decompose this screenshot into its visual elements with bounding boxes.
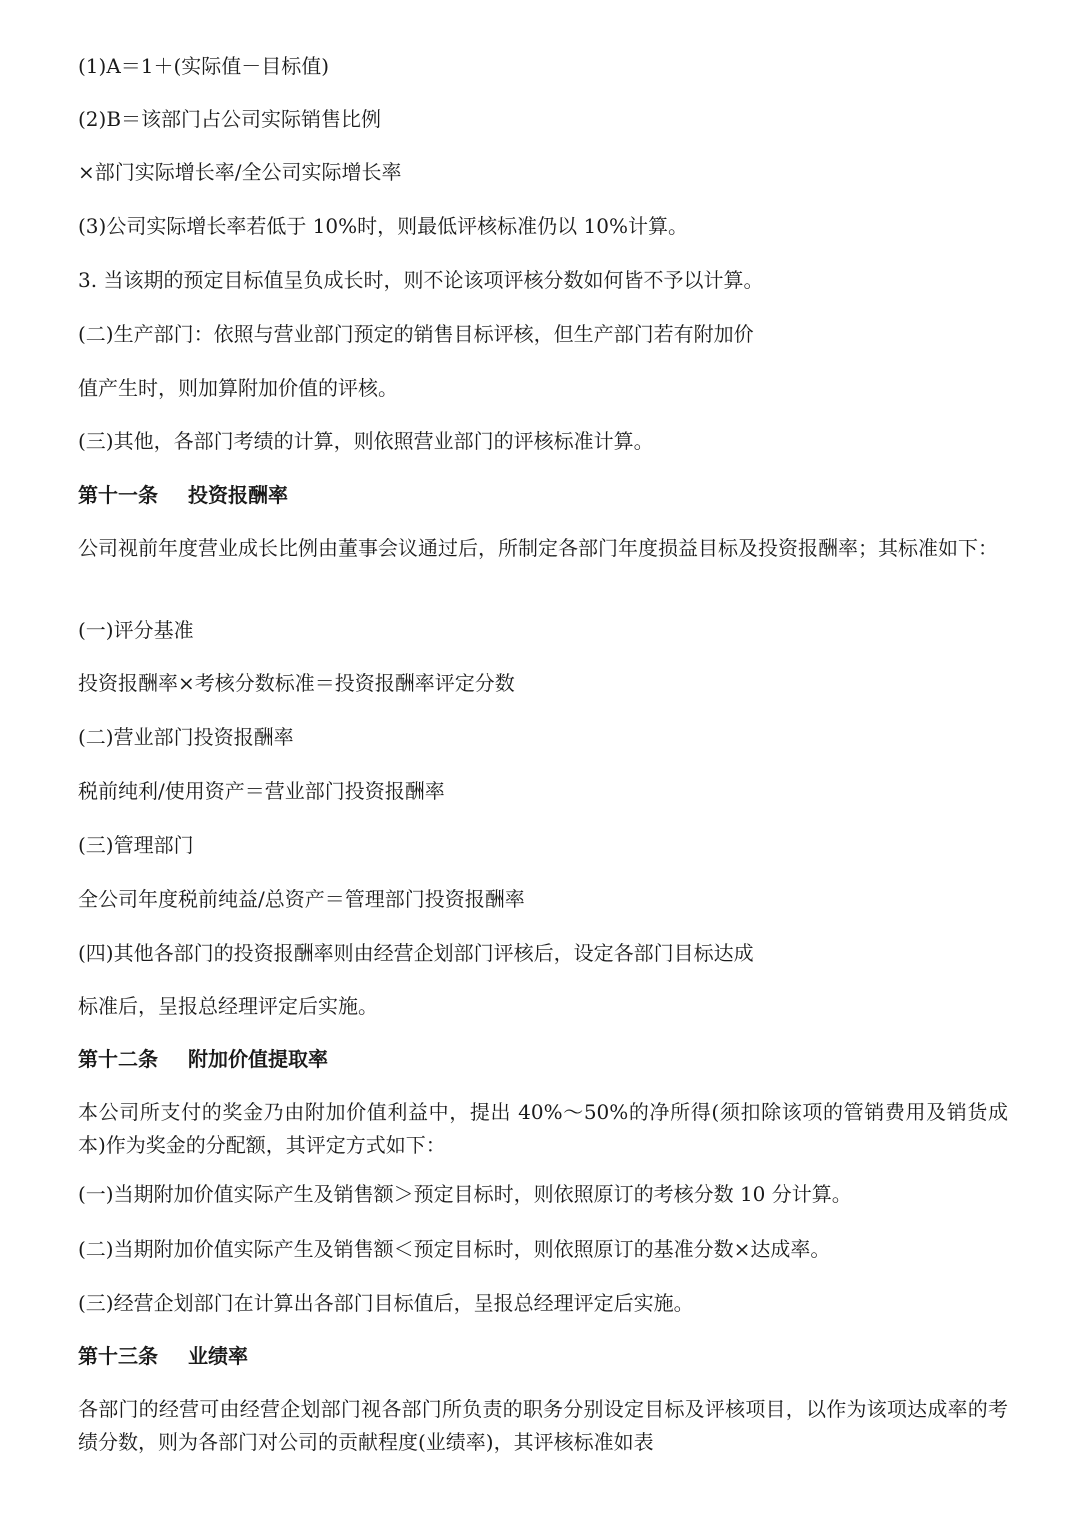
article-11-item-7: (四)其他各部门的投资报酬率则由经营企划部门评核后，设定各部门目标达成 <box>78 941 754 965</box>
production-dept-paragraph: (二)生产部门：依照与营业部门预定的销售目标评核，但生产部门若有附加价 <box>78 322 754 346</box>
article-12-heading <box>78 1045 1008 1073</box>
article-12-number: 第十二条 <box>78 1047 158 1071</box>
production-dept-paragraph-continued: 值产生时，则加算附加价值的评核。 <box>78 376 398 400</box>
article-11-intro: 公司视前年度营业成长比例由董事会议通过后，所制定各部门年度损益目标及投资报酬率；其标准如下： <box>78 536 998 560</box>
article-11-item-4: 税前纯利/使用资产＝营业部门投资报酬率 <box>78 779 445 803</box>
article-11-item-8: 标准后，呈报总经理评定后实施。 <box>78 994 378 1018</box>
article-12-title: 附加价值提取率 <box>188 1047 328 1071</box>
article-11-number: 第十一条 <box>78 483 158 507</box>
article-12-item-1: (一)当期附加价值实际产生及销售额＞预定目标时，则依照原订的考核分数 10 分计算。 <box>78 1182 852 1206</box>
article-11-item-6: 全公司年度税前纯益/总资产＝管理部门投资报酬率 <box>78 887 525 911</box>
article-13-heading <box>78 1342 1008 1370</box>
negative-growth-note: 3. 当该期的预定目标值呈负成长时，则不论该项评核分数如何皆不予以计算。 <box>78 268 764 292</box>
article-11-item-5: (三)管理部门 <box>78 833 194 857</box>
article-12-intro: 本公司所支付的奖金乃由附加价值利益中，提出 40%～50%的净所得(须扣除该项的管销费用及销货成本)作为奖金的分配额，其评定方式如下： <box>78 1100 1008 1157</box>
formula-b: (2)B＝该部门占公司实际销售比例 <box>78 107 382 131</box>
growth-rate-note: (3)公司实际增长率若低于 10%时，则最低评核标准仍以 10%计算。 <box>78 214 688 238</box>
formula-b-continued: ×部门实际增长率/全公司实际增长率 <box>78 160 402 184</box>
formula-a: (1)A＝1＋(实际值－目标值) <box>78 54 330 78</box>
article-12-item-3: (三)经营企划部门在计算出各部门目标值后，呈报总经理评定后实施。 <box>78 1291 694 1315</box>
article-13-title: 业绩率 <box>188 1344 248 1368</box>
article-13-intro: 各部门的经营可由经营企划部门视各部门所负责的职务分别设定目标及评核项目，以作为该项达成率的考绩分数，则为各部门对公司的贡献程度(业绩率)，其评核标准如表 <box>78 1397 1008 1454</box>
article-11-item-1: (一)评分基准 <box>78 618 194 642</box>
article-11-title: 投资报酬率 <box>188 483 288 507</box>
article-11-heading <box>78 481 1008 509</box>
article-11-item-2: 投资报酬率×考核分数标准＝投资报酬率评定分数 <box>78 671 515 695</box>
article-13-number: 第十三条 <box>78 1344 158 1368</box>
article-12-item-2: (二)当期附加价值实际产生及销售额＜预定目标时，则依照原订的基准分数×达成率。 <box>78 1237 831 1261</box>
other-depts-paragraph: (三)其他，各部门考绩的计算，则依照营业部门的评核标准计算。 <box>78 429 654 453</box>
article-11-item-3: (二)营业部门投资报酬率 <box>78 725 294 749</box>
